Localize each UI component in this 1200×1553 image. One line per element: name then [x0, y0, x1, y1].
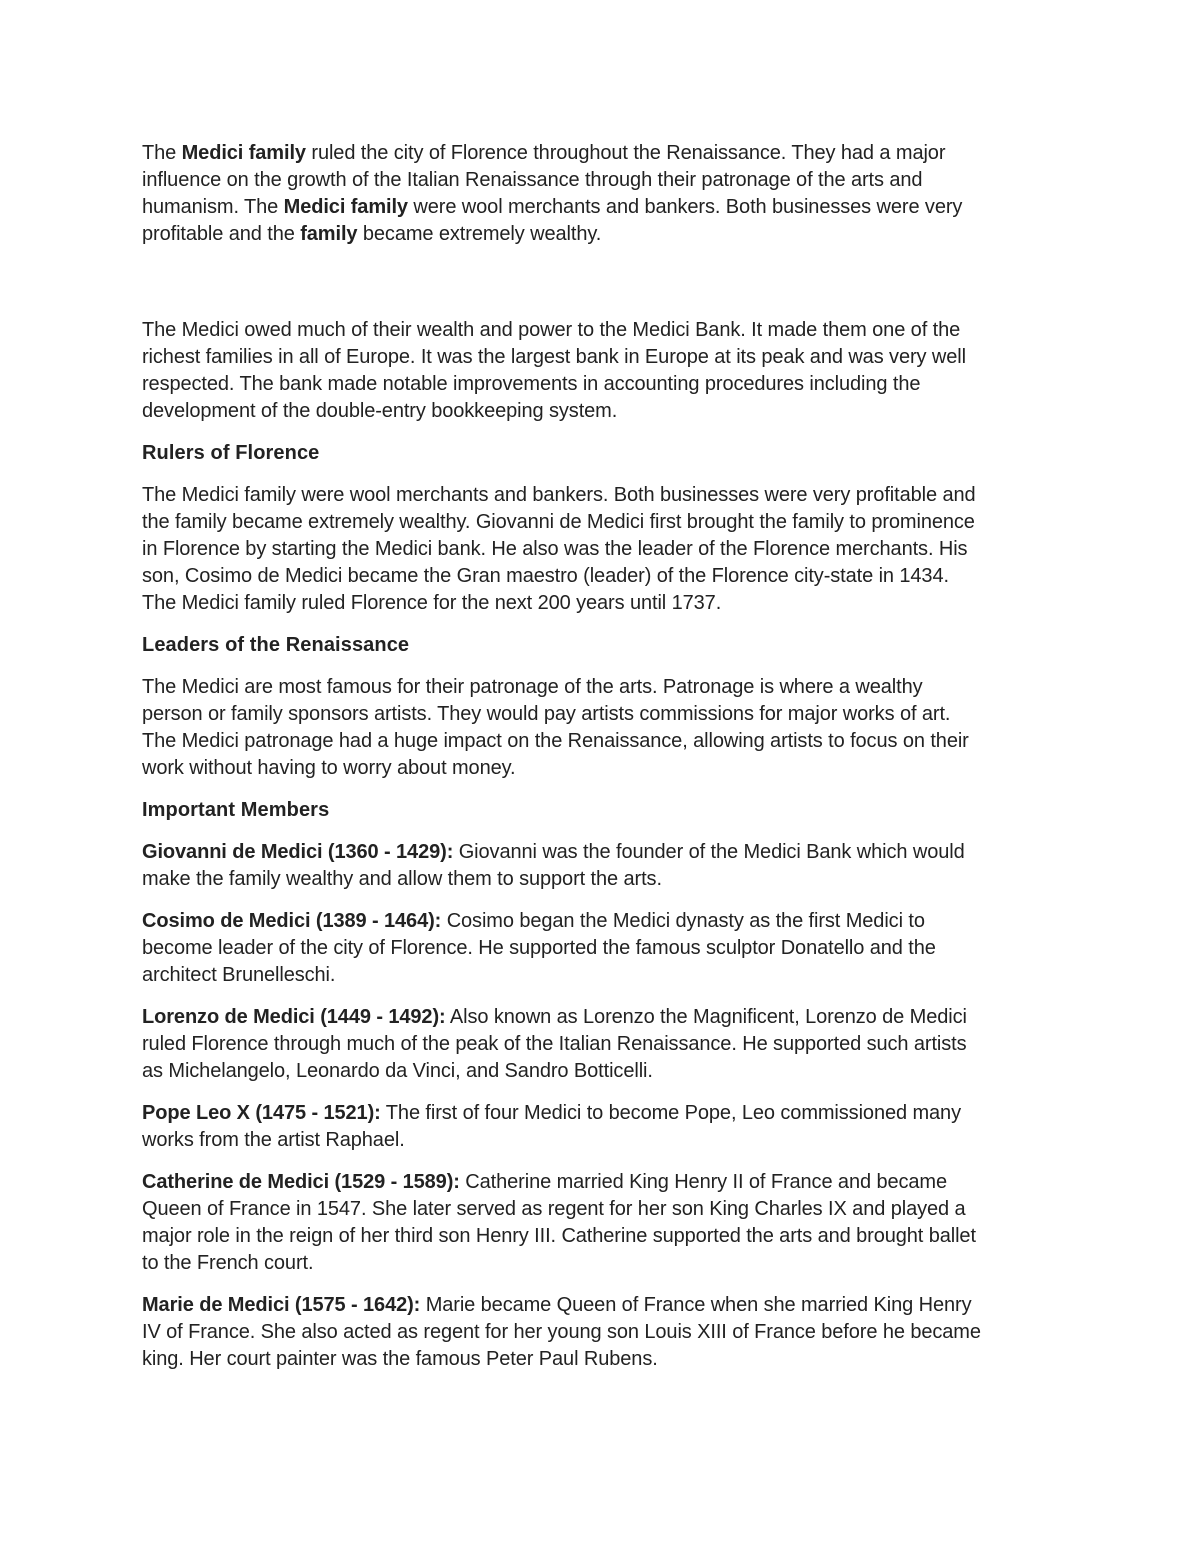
intro-paragraph	[142, 140, 1062, 248]
member-name: Marie de Medici (1575 - 1642):	[142, 1294, 421, 1316]
text-run: Cosimo began the Medici dynasty as the first Medici to	[441, 910, 925, 932]
bank-paragraph	[142, 317, 1062, 425]
member-name: Cosimo de Medici (1389 - 1464):	[142, 910, 442, 932]
text-line	[142, 1004, 1062, 1031]
bold-term: Medici family	[283, 196, 408, 218]
text-line: the family became extremely wealthy. Giovanni de Medici first brought the family to prominence	[142, 511, 975, 533]
member-name: Catherine de Medici (1529 - 1589):	[142, 1171, 460, 1193]
member-entry-leo	[142, 1100, 1062, 1154]
bold-term: family	[300, 223, 358, 245]
text-run: became extremely wealthy.	[357, 223, 602, 245]
text-line: The Medici patronage had a huge impact on the Renaissance, allowing artists to focus on their	[142, 730, 969, 752]
member-entry-giovanni	[142, 839, 1062, 893]
text-run: Marie became Queen of France when she married King Henry	[420, 1294, 972, 1316]
text-line: The Medici owed much of their wealth and power to the Medici Bank. It made them one of the	[142, 319, 961, 341]
bold-term: Medici family	[181, 142, 306, 164]
text-line: Queen of France in 1547. She later served as regent for her son King Charles IX and played a	[142, 1198, 966, 1220]
text-line	[142, 194, 1062, 221]
text-line: work without having to worry about money.	[142, 757, 516, 779]
text-line: The Medici are most famous for their patronage of the arts. Patronage is where a wealthy	[142, 676, 923, 698]
section-heading-leaders: Leaders of the Renaissance	[142, 634, 410, 656]
text-run: Giovanni was the founder of the Medici Bank which would	[453, 841, 965, 863]
text-line: The Medici family ruled Florence for the next 200 years until 1737.	[142, 592, 722, 614]
rulers-paragraph	[142, 482, 1062, 617]
paragraph-gap	[142, 263, 1062, 317]
text-line	[142, 221, 1062, 248]
text-line: king. Her court painter was the famous Peter Paul Rubens.	[142, 1348, 658, 1370]
leaders-paragraph	[142, 674, 1062, 782]
member-name: Pope Leo X (1475 - 1521):	[142, 1102, 381, 1124]
text-run: The	[142, 142, 182, 164]
text-line	[142, 839, 1062, 866]
section-heading-members: Important Members	[142, 799, 330, 821]
text-line: architect Brunelleschi.	[142, 964, 336, 986]
text-line: development of the double-entry bookkeeping system.	[142, 400, 618, 422]
text-line: as Michelangelo, Leonardo da Vinci, and Sandro Botticelli.	[142, 1060, 653, 1082]
text-line: The Medici family were wool merchants and bankers. Both businesses were very profitable and	[142, 484, 976, 506]
text-line: to the French court.	[142, 1252, 314, 1274]
text-line: IV of France. She also acted as regent for her young son Louis XIII of France before he became	[142, 1321, 981, 1343]
text-line	[142, 1169, 1062, 1196]
text-run: Also known as Lorenzo the Magnificent, Lorenzo de Medici	[445, 1006, 967, 1028]
text-line: son, Cosimo de Medici became the Gran maestro (leader) of the Florence city-state in 1434.	[142, 565, 949, 587]
member-entry-lorenzo	[142, 1004, 1062, 1085]
text-run: humanism. The	[142, 196, 284, 218]
text-line: make the family wealthy and allow them to support the arts.	[142, 868, 662, 890]
text-line	[142, 140, 1062, 167]
text-line: influence on the growth of the Italian Renaissance through their patronage of the arts and	[142, 169, 923, 191]
text-line	[142, 908, 1062, 935]
text-line: person or family sponsors artists. They would pay artists commissions for major works of art.	[142, 703, 951, 725]
text-run: were wool merchants and bankers. Both businesses were very	[407, 196, 963, 218]
section-heading-rulers: Rulers of Florence	[142, 442, 320, 464]
text-line: respected. The bank made notable improvements in accounting procedures including the	[142, 373, 921, 395]
text-run: ruled the city of Florence throughout the Renaissance. They had a major	[305, 142, 946, 164]
text-run: Catherine married King Henry II of France and became	[459, 1171, 948, 1193]
text-line	[142, 1292, 1062, 1319]
member-entry-catherine	[142, 1169, 1062, 1277]
text-line: become leader of the city of Florence. He supported the famous sculptor Donatello and the	[142, 937, 936, 959]
text-line: major role in the reign of her third son Henry III. Catherine supported the arts and brought ballet	[142, 1225, 976, 1247]
text-line: richest families in all of Europe. It was the largest bank in Europe at its peak and was very well	[142, 346, 966, 368]
document-page	[142, 140, 1062, 1388]
text-line: in Florence by starting the Medici bank. He also was the leader of the Florence merchants. His	[142, 538, 968, 560]
text-run: profitable and the	[142, 223, 301, 245]
text-line: ruled Florence through much of the peak of the Italian Renaissance. He supported such artists	[142, 1033, 967, 1055]
text-line	[142, 1100, 1062, 1127]
member-name: Giovanni de Medici (1360 - 1429):	[142, 841, 454, 863]
text-line: works from the artist Raphael.	[142, 1129, 405, 1151]
member-entry-marie	[142, 1292, 1062, 1373]
member-name: Lorenzo de Medici (1449 - 1492):	[142, 1006, 446, 1028]
text-run: The first of four Medici to become Pope, Leo commissioned many	[380, 1102, 961, 1124]
member-entry-cosimo	[142, 908, 1062, 989]
